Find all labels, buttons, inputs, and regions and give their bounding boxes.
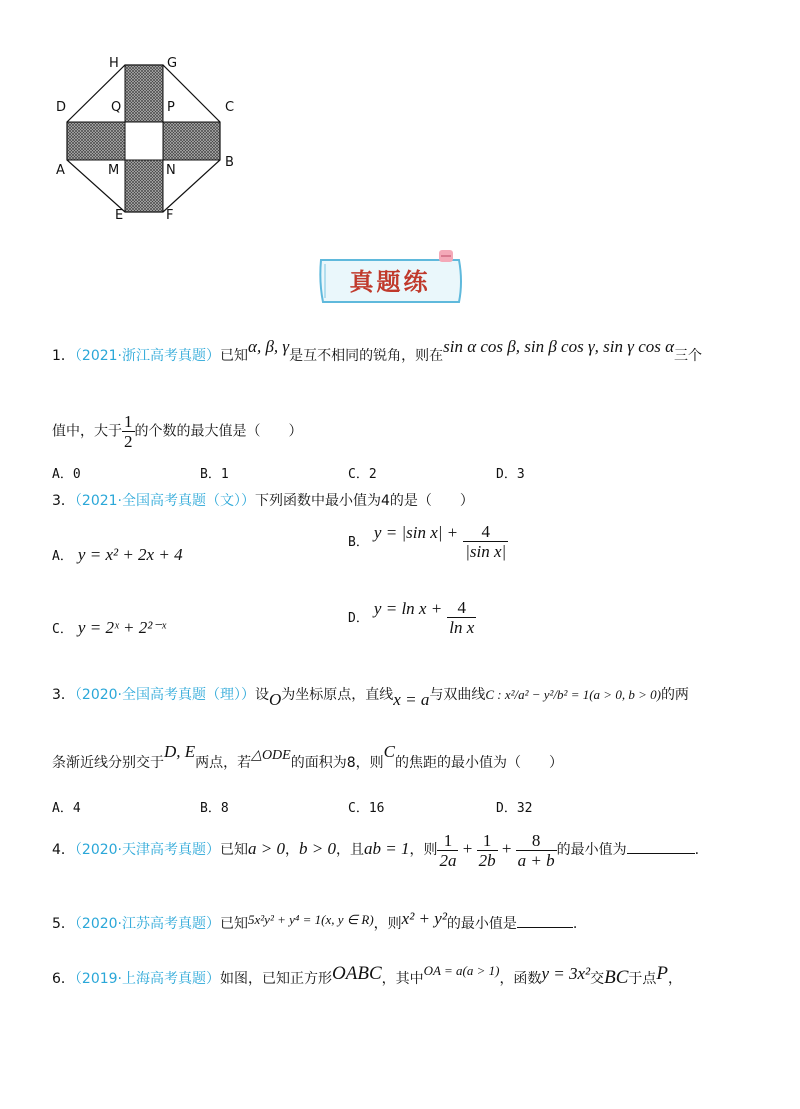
octagon-figure <box>40 50 250 230</box>
q3a-d-fraction <box>447 598 476 637</box>
q4-f2-num: 1 <box>477 831 498 851</box>
q6-text-5: 于点 <box>628 971 657 987</box>
q1-text-3: 三个 <box>674 348 703 364</box>
q1-option-b[interactable]: B．1 <box>200 467 229 482</box>
q6-source: （2019·上海高考真题） <box>74 971 221 987</box>
label-E: E <box>115 208 124 223</box>
label-B: B <box>225 155 234 170</box>
q1-number: 1． <box>52 348 75 364</box>
q3a-c-math: y = 2ˣ + 2²⁻ˣ <box>77 618 167 637</box>
q4-number: 4． <box>52 842 75 858</box>
q4-text-3: ，且 <box>335 842 364 858</box>
q1-frac-num: 1 <box>124 412 133 431</box>
q6-text-4: 交 <box>590 971 605 987</box>
question-1-line-2 <box>52 412 303 451</box>
q3a-d-math: y = ln x + <box>373 599 443 618</box>
q5-math-2: x² + y² <box>401 909 447 928</box>
q4-text-2: ， <box>285 842 299 858</box>
q3a-source: （2021·全国高考真题（文）） <box>74 493 256 509</box>
q3b-text-5: 条渐近线分别交于 <box>52 755 164 771</box>
q5-end: . <box>572 916 578 932</box>
q3b-option-d[interactable]: D．32 <box>496 801 533 816</box>
q3a-d-frac-den: ln x <box>449 618 475 637</box>
q6-math-5: P <box>656 963 668 984</box>
q3b-text-4: 的两 <box>660 687 689 703</box>
q3a-b-math: y = |sin x| + <box>373 523 459 542</box>
question-5 <box>52 909 578 934</box>
q3a-a-label: A． <box>52 549 73 564</box>
q3b-option-b[interactable]: B．8 <box>200 801 229 816</box>
q6-number: 6． <box>52 971 75 987</box>
q6-text-2: ，其中 <box>381 971 424 987</box>
octagon-diagram <box>40 50 250 230</box>
q3a-d-frac-num: 4 <box>447 598 476 618</box>
q4-f3-num: 8 <box>516 831 557 851</box>
q3a-option-a[interactable] <box>52 545 183 565</box>
q4-plus-2: + <box>497 839 516 858</box>
q5-answer-blank[interactable] <box>517 927 573 928</box>
q4-math-1: a > 0 <box>248 839 285 858</box>
label-N: N <box>166 163 176 178</box>
q1-text-2: 是互不相同的锐角，则在 <box>289 348 444 364</box>
label-D: D <box>56 100 67 115</box>
label-G: G <box>167 56 178 71</box>
label-A: A <box>56 163 65 178</box>
q1-source: （2021·浙江高考真题） <box>74 348 221 364</box>
q1-math-2: sin α cos β, sin β cos γ, sin γ cos α <box>443 337 675 356</box>
q3b-text-8: 的焦距的最小值为（ ） <box>394 755 563 771</box>
q3b-math-5: △ODE <box>251 748 291 763</box>
q4-fraction-1 <box>437 831 458 870</box>
label-M: M <box>108 163 120 178</box>
q6-text-1: 如图，已知正方形 <box>220 971 333 987</box>
q4-source: （2020·天津高考真题） <box>74 842 221 858</box>
q3a-option-b[interactable] <box>348 522 508 561</box>
q5-text-3: 的最小值是 <box>446 916 517 932</box>
q4-f1-num: 1 <box>437 831 458 851</box>
q5-number: 5． <box>52 916 75 932</box>
q3a-option-d[interactable] <box>348 598 476 637</box>
q1-option-d[interactable]: D．3 <box>496 467 525 482</box>
q3a-b-frac-num: 4 <box>463 522 508 542</box>
q3b-math-1: O <box>269 690 282 709</box>
question-4 <box>52 828 699 871</box>
q3a-d-label: D． <box>348 611 369 626</box>
q4-plus-1: + <box>458 839 477 858</box>
q3b-math-3: C : x²/a² − y²/b² = 1(a > 0, b > 0) <box>485 687 661 702</box>
q3b-text-3: 与双曲线 <box>429 687 486 703</box>
q6-math-1: OABC <box>332 963 382 984</box>
question-3a <box>52 491 474 511</box>
q4-math-3: ab = 1 <box>363 839 410 858</box>
q3b-math-4: D, E <box>164 742 196 761</box>
q4-text-1: 已知 <box>220 842 249 858</box>
q3b-text-1: 设 <box>255 687 270 703</box>
label-H: H <box>109 56 119 71</box>
q3b-option-a[interactable]: A．4 <box>52 801 81 816</box>
q4-text-5: 的最小值为 <box>556 842 627 858</box>
q4-text-4: ，则 <box>409 842 438 858</box>
label-F: F <box>166 208 174 223</box>
q1-option-a[interactable]: A．0 <box>52 467 81 482</box>
label-C: C <box>225 100 235 115</box>
question-3b-line-2 <box>52 742 563 774</box>
q3b-math-6: C <box>383 742 395 761</box>
q6-math-4: BC <box>604 967 629 988</box>
label-Q: Q <box>111 100 122 115</box>
q4-fraction-2 <box>477 831 498 870</box>
q6-end: ， <box>668 971 682 987</box>
q4-f1-den: 2a <box>439 850 457 870</box>
q4-fraction-3 <box>516 831 557 870</box>
q3a-c-label: C． <box>52 622 73 637</box>
q3a-b-label: B． <box>348 535 369 550</box>
q1-option-c[interactable]: C．2 <box>348 467 377 482</box>
center-square <box>125 122 163 160</box>
q5-source: （2020·江苏高考真题） <box>74 916 221 932</box>
q1-math-1: α, β, γ <box>248 337 290 356</box>
q5-text-2: ，则 <box>373 916 402 932</box>
q3b-text-6: 两点，若 <box>195 755 252 771</box>
q1-fraction <box>122 412 135 451</box>
q6-text-3: ，函数 <box>499 971 542 987</box>
label-P: P <box>167 100 175 115</box>
q6-math-2: OA = a(a > 1) <box>423 963 500 978</box>
question-3b-line-1 <box>52 684 689 709</box>
q3b-math-2: x = a <box>393 690 430 709</box>
q4-end: . <box>694 842 700 858</box>
q3a-b-fraction <box>463 522 508 561</box>
q3a-number: 3． <box>52 493 75 509</box>
q4-f2-den: 2b <box>478 850 496 870</box>
q3b-option-c[interactable]: C．16 <box>348 801 385 816</box>
q3b-text-7: 的面积为8，则 <box>290 755 384 771</box>
q3a-a-math: y = x² + 2x + 4 <box>77 545 183 564</box>
q3b-number: 3． <box>52 687 75 703</box>
q5-math-1: 5x²y² + y⁴ = 1(x, y ∈ R) <box>248 912 374 927</box>
q5-text-1: 已知 <box>220 916 249 932</box>
banner-title: 真题练 <box>349 267 431 296</box>
q1-text-5: 的个数的最大值是（ ） <box>134 423 303 440</box>
q1-frac-den: 2 <box>124 432 133 451</box>
q3a-text: 下列函数中最小值为4的是（ ） <box>255 493 474 509</box>
q3b-source: （2020·全国高考真题（理）） <box>74 687 256 703</box>
q6-math-3: y = 3x² <box>541 964 591 983</box>
q4-answer-blank[interactable] <box>627 853 695 854</box>
question-1-line-1 <box>52 337 703 366</box>
q3b-text-2: 为坐标原点，直线 <box>281 687 394 703</box>
q3a-b-frac-den: |sin x| <box>465 542 507 561</box>
question-6 <box>52 963 682 989</box>
q1-text-4: 值中，大于 <box>52 423 122 440</box>
q1-text-1: 已知 <box>220 348 249 364</box>
section-banner <box>315 248 465 308</box>
q3a-option-c[interactable] <box>52 618 166 638</box>
q4-math-2: b > 0 <box>299 839 336 858</box>
q4-f3-den: a + b <box>517 850 555 870</box>
